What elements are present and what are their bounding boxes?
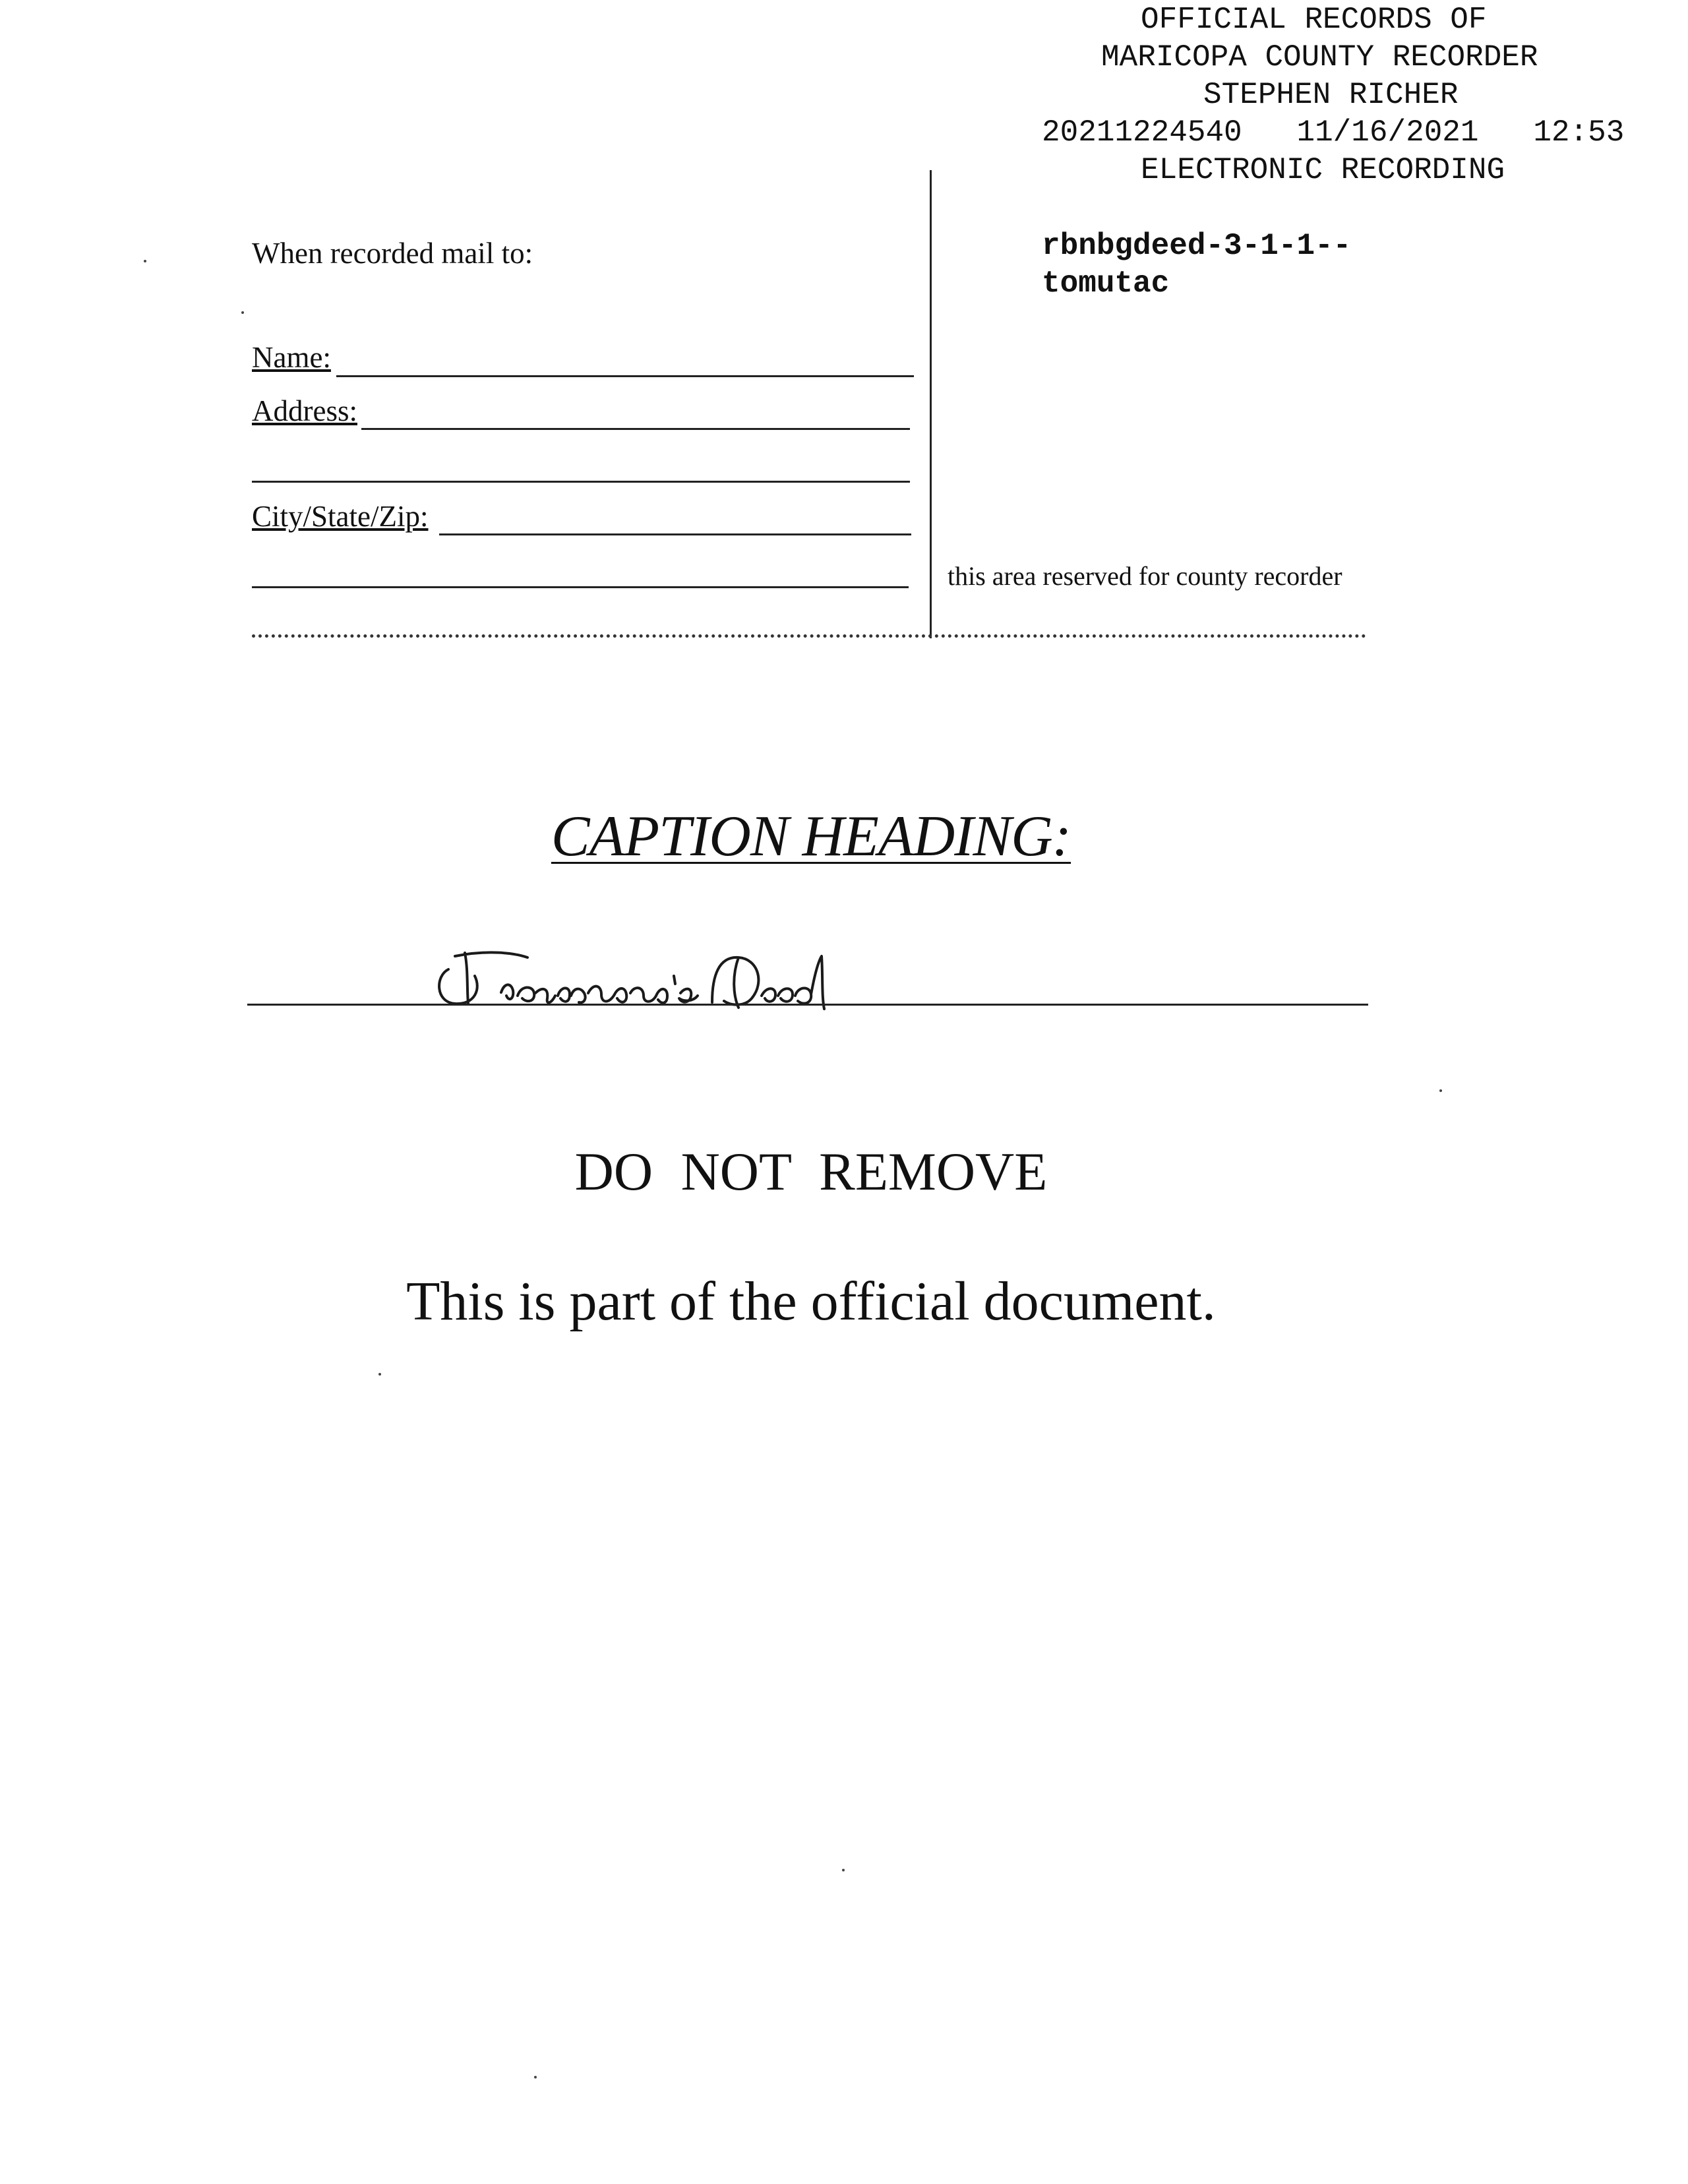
stamp-line-official-records: OFFICIAL RECORDS OF (1141, 3, 1487, 37)
city-state-zip-label: City/State/Zip: (252, 500, 429, 533)
official-document-notice: This is part of the official document. (406, 1271, 1216, 1332)
scan-speck (534, 2076, 537, 2078)
document-code-line2: tomutac (1042, 266, 1170, 301)
address-blank-line (361, 428, 910, 430)
stamp-line-recorder-name: STEPHEN RICHER (1203, 78, 1459, 112)
document-code-line1: rbnbgdeed-3-1-1-- (1042, 229, 1352, 263)
address-blank-line-2 (252, 481, 910, 483)
extra-blank-line (252, 586, 909, 588)
do-not-remove-notice: DO NOT REMOVE (574, 1141, 1048, 1201)
caption-heading: CAPTION HEADING: (551, 804, 1071, 868)
name-label: Name: (252, 341, 331, 374)
reserved-area-note: this area reserved for county recorder (948, 561, 1342, 591)
city-state-zip-blank-line (439, 533, 911, 535)
scan-speck (1439, 1089, 1442, 1092)
handwritten-title-signature (429, 930, 943, 1022)
dotted-separator (252, 634, 1366, 638)
stamp-line-county-recorder: MARICOPA COUNTY RECORDER (1101, 40, 1538, 75)
name-blank-line (336, 375, 914, 377)
title-underline (247, 1004, 1368, 1006)
address-label: Address: (252, 394, 357, 427)
mail-to-heading: When recorded mail to: (252, 237, 533, 270)
scan-speck (378, 1373, 381, 1376)
scan-speck (144, 260, 146, 262)
document-code (1042, 228, 1351, 303)
scan-speck (241, 311, 244, 314)
stamp-line-electronic-recording: ELECTRONIC RECORDING (1141, 153, 1505, 187)
stamp-line-record-number-date-time: 20211224540 11/16/2021 12:53 (1042, 115, 1625, 150)
vertical-divider (930, 170, 932, 638)
scan-speck (842, 1869, 845, 1871)
